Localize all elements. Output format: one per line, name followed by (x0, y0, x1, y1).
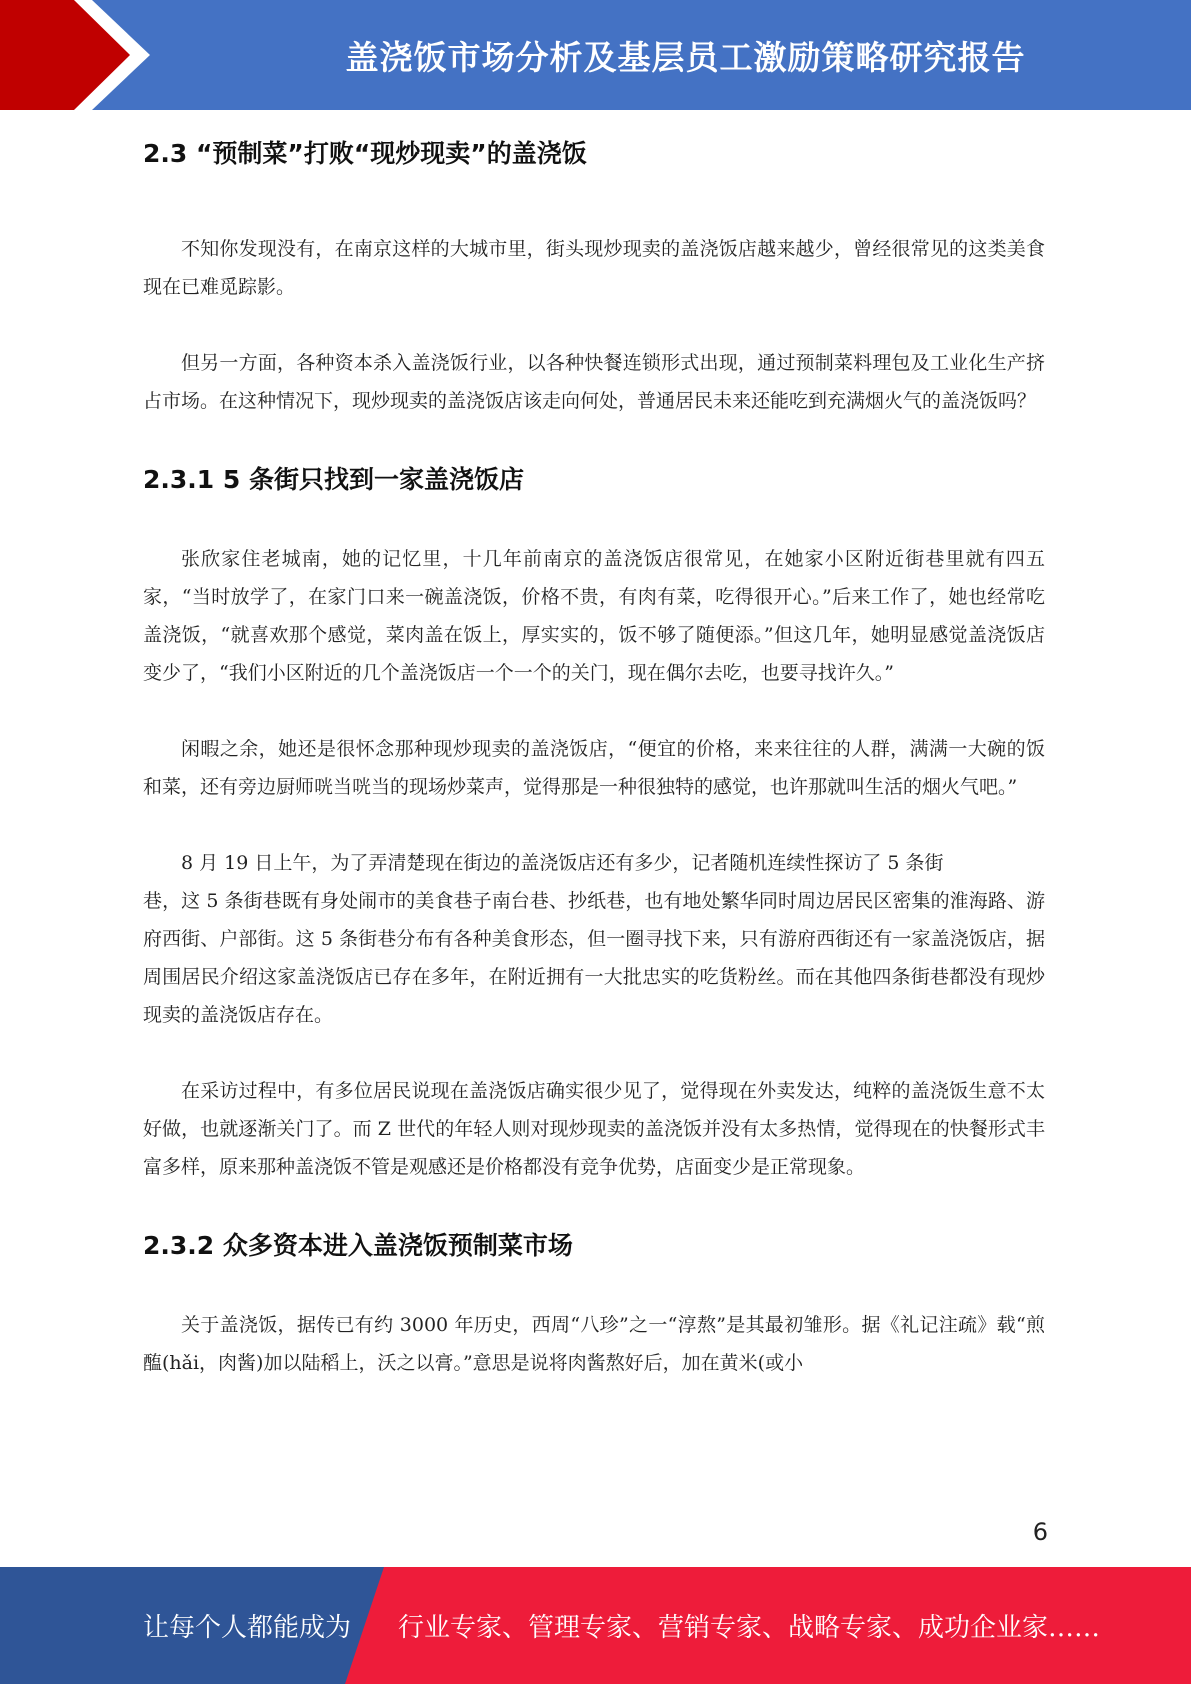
paragraph-7: 关于盖浇饭，据传已有约 3000 年历史，西周“八珍”之一“淳熬”是其最初雏形。据《礼记注疏》载“煎醢(hǎi，肉酱)加以陆稻上，沃之以膏。”意思是说将肉酱熬好后，加在黄米(或小 (143, 1314, 1045, 1374)
paragraph-5-first-line: 8 月 19 日上午，为了弄清楚现在街边的盖浇饭店还有多少，记者随机连续性探访了 5 条街 (181, 852, 944, 874)
paragraph-2: 但另一方面，各种资本杀入盖浇饭行业，以各种快餐连锁形式出现，通过预制菜料理包及工业化生产挤占市场。在这种情况下，现炒现卖的盖浇饭店该走向何处，普通居民未来还能吃到充满烟火气的盖浇饭吗？ (143, 352, 1045, 412)
footer-slogan-right: 行业专家、管理专家、营销专家、战略专家、成功企业家…… (398, 1613, 1101, 1643)
header-band (0, 0, 1191, 110)
paragraph-6: 在采访过程中，有多位居民说现在盖浇饭店确实很少见了，觉得现在外卖发达，纯粹的盖浇饭生意不太好做，也就逐渐关门了。而 Z 世代的年轻人则对现炒现卖的盖浇饭并没有太多热情，觉得现在的快餐形式丰富多样，原来那种盖浇饭不管是观感还是价格都没有竞争优势，店面变少是正常现象。 (143, 1080, 1045, 1178)
header-arrow-graphic (0, 0, 160, 110)
paragraph-1: 不知你发现没有，在南京这样的大城市里，街头现炒现卖的盖浇饭店越来越少，曾经很常见的这类美食现在已难觅踪影。 (143, 238, 1045, 298)
footer-band (0, 1567, 1191, 1684)
section-heading-2-3: 2.3 “预制菜”打败“现炒现卖”的盖浇饭 (143, 139, 587, 168)
page-number: 6 (1032, 1518, 1048, 1546)
footer-slogan-left: 让每个人都能成为 (143, 1613, 352, 1643)
page-content (143, 110, 1045, 1382)
section-heading-2-3-1: 2.3.1 5 条街只找到一家盖浇饭店 (143, 465, 524, 494)
section-heading-2-3-2: 2.3.2 众多资本进入盖浇饭预制菜市场 (143, 1231, 573, 1260)
paragraph-3: 张欣家住老城南，她的记忆里，十几年前南京的盖浇饭店很常见，在她家小区附近街巷里就有四五家，“当时放学了，在家门口来一碗盖浇饭，价格不贵，有肉有菜，吃得很开心。”后来工作了，她也经常吃盖浇饭，“就喜欢那个感觉，菜肉盖在饭上，厚实实的，饭不够了随便添。”但这几年，她明显感觉盖浇饭店变少了，“我们小区附近的几个盖浇饭店一个一个的关门，现在偶尔去吃，也要寻找许久。” (143, 548, 1045, 684)
paragraph-5-rest: 巷，这 5 条街巷既有身处闹市的美食巷子南台巷、抄纸巷，也有地处繁华同时周边居民区密集的淮海路、游府西街、户部街。这 5 条街巷分布有各种美食形态，但一圈寻找下来，只有游府西街还有一家盖浇饭店，据周围居民介绍这家盖浇饭店已存在多年，在附近拥有一大批忠实的吃货粉丝。而在其他四条街巷都没有现炒现卖的盖浇饭店存在。 (143, 890, 1045, 1026)
report-title: 盖浇饭市场分析及基层员工激励策略研究报告 (345, 37, 1026, 77)
paragraph-4: 闲暇之余，她还是很怀念那种现炒现卖的盖浇饭店，“便宜的价格，来来往往的人群，满满一大碗的饭和菜，还有旁边厨师咣当咣当的现场炒菜声，觉得那是一种很独特的感觉，也许那就叫生活的烟火气吧。” (143, 738, 1045, 798)
